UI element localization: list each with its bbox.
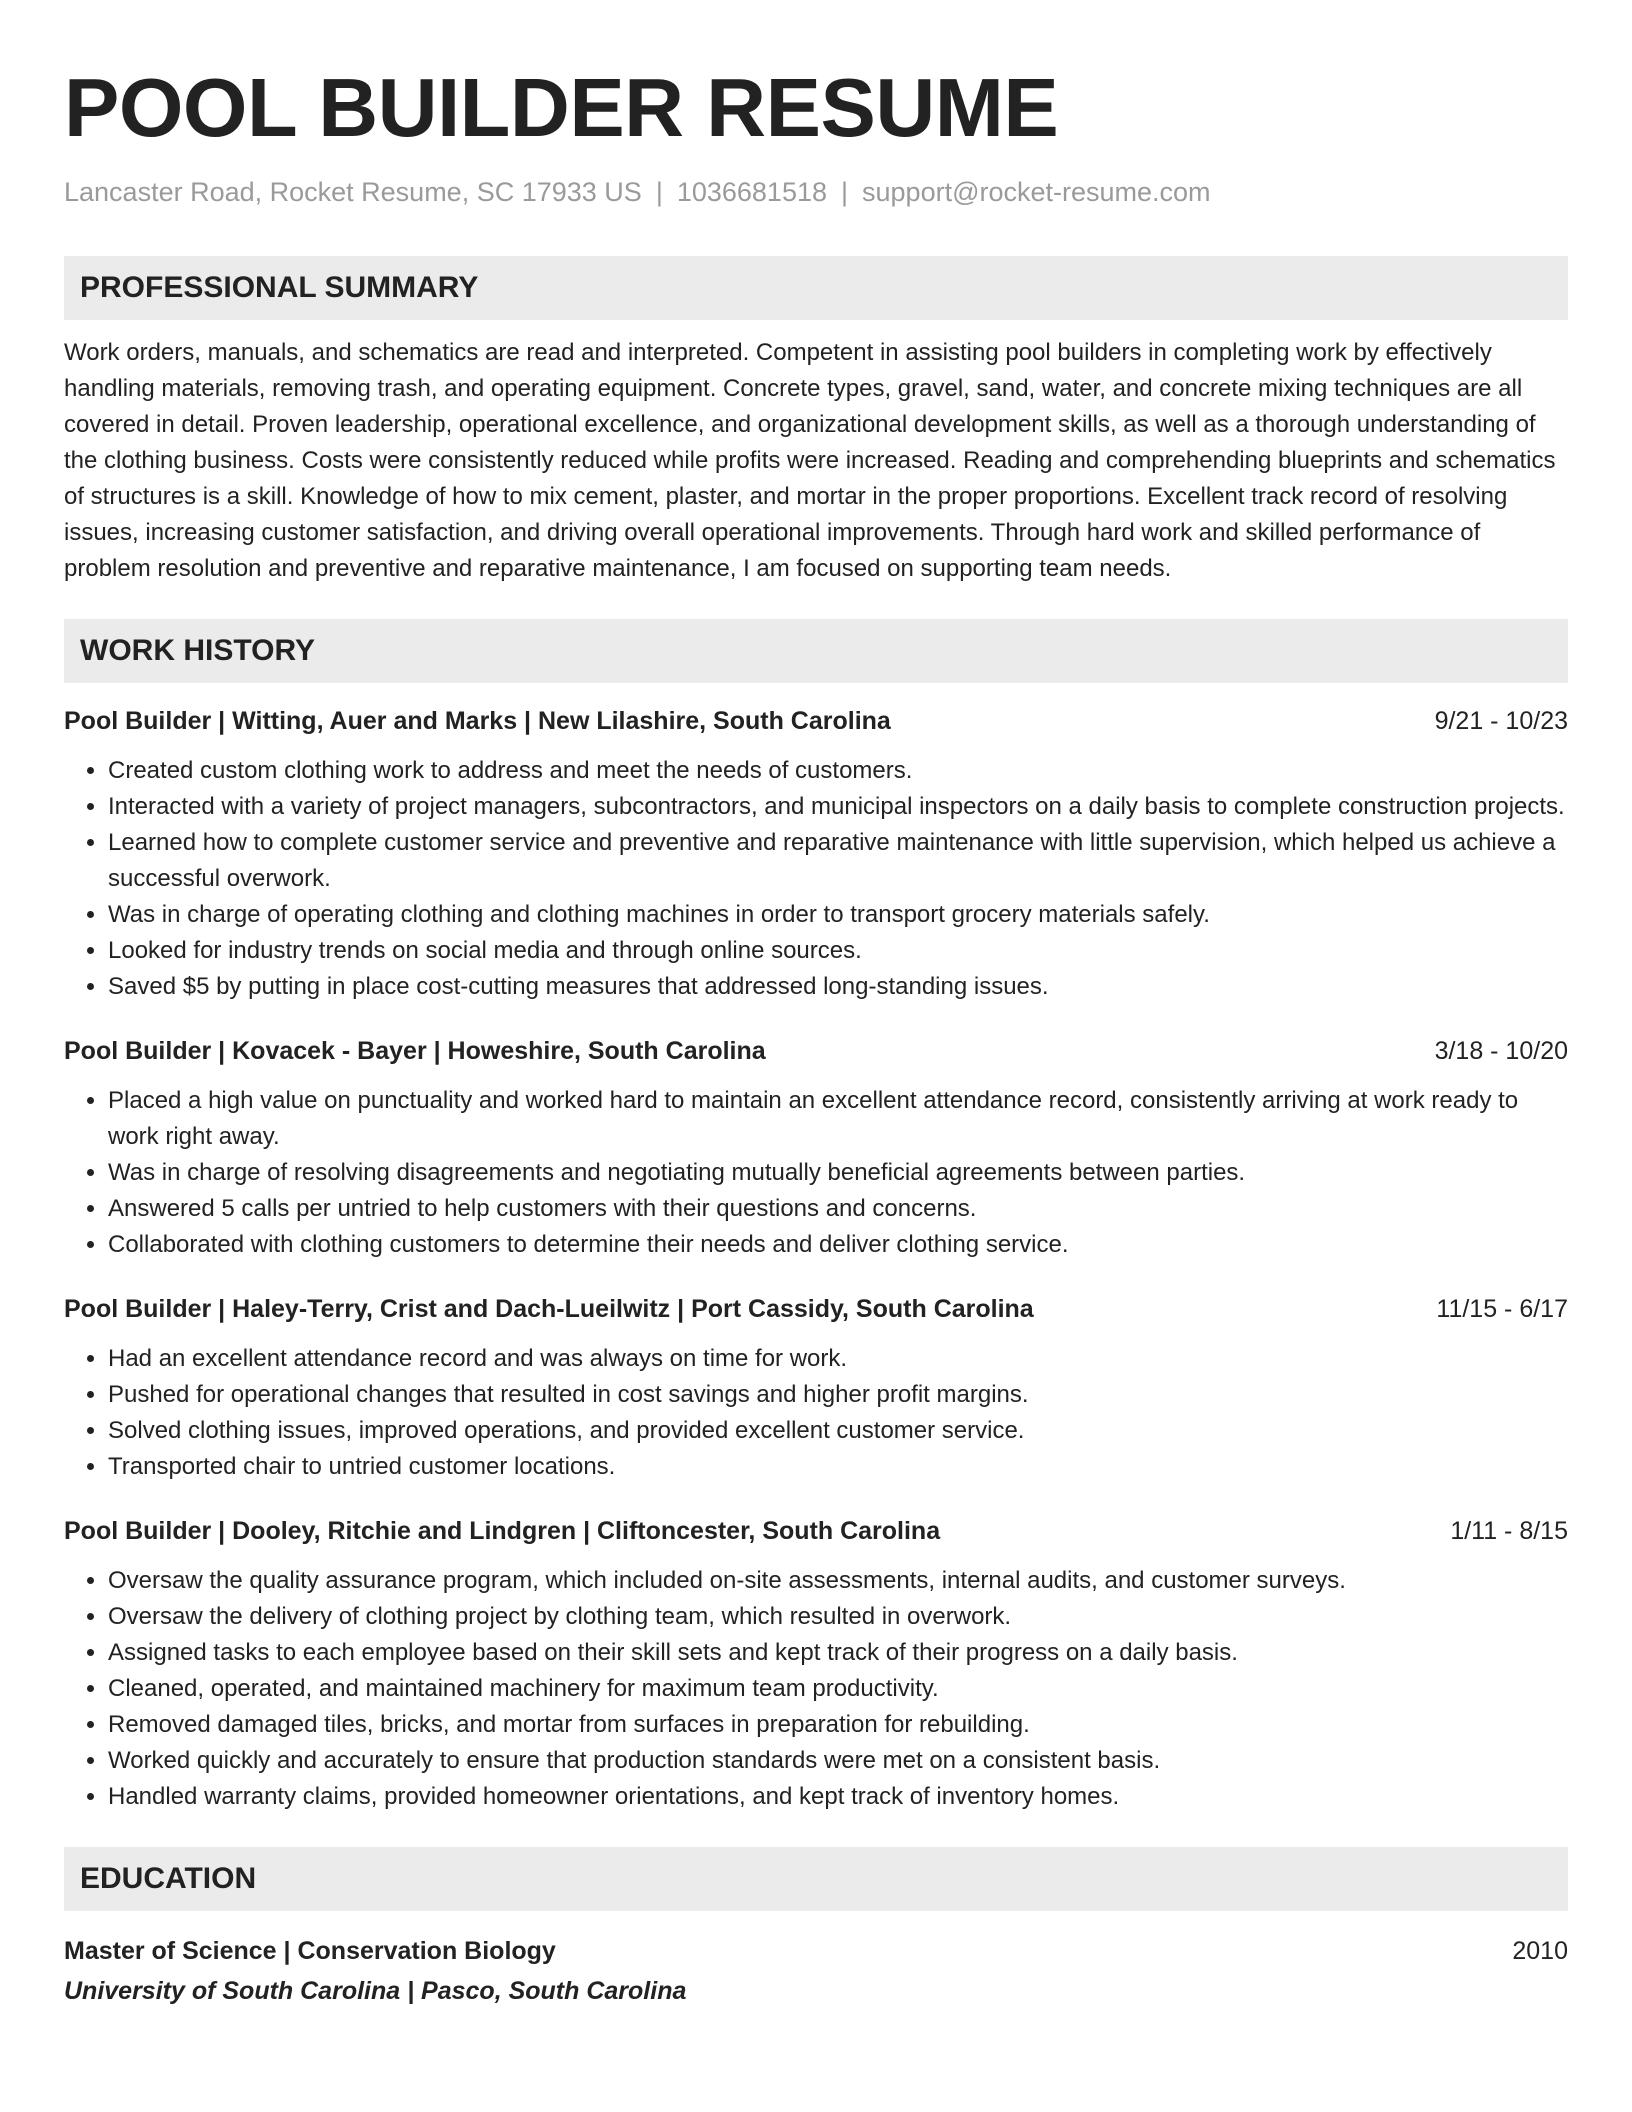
job-header <box>64 1033 1568 1069</box>
job-bullet: • Created custom clothing work to address and meet the needs of customers. <box>108 753 1568 789</box>
job-bullet: • Oversaw the delivery of clothing project by clothing team, which resulted in overwork. <box>108 1599 1568 1635</box>
contact-email: support@rocket-resume.com <box>862 177 1211 207</box>
job-entry <box>64 703 1568 1005</box>
job-bullet: • Answered 5 calls per untried to help customers with their questions and concerns. <box>108 1191 1568 1227</box>
contact-phone: 1036681518 <box>676 177 827 207</box>
job-bullets <box>64 753 1568 1005</box>
job-bullets <box>64 1083 1568 1263</box>
job-title: Pool Builder | Kovacek - Bayer | Howeshire, South Carolina <box>64 1037 766 1066</box>
job-bullet: • Looked for industry trends on social media and through online sources. <box>108 933 1568 969</box>
job-bullet: • Was in charge of resolving disagreements and negotiating mutually beneficial agreements between parties. <box>108 1155 1568 1191</box>
summary-text: Work orders, manuals, and schematics are read and interpreted. Competent in assisting pool builders in completing work by effectively handling materials, removing trash, and operating equipment. Concrete types, gravel, sand, water, and concrete mixing techniques are all covered in detail. Proven leadership, operational excellence, and organizational development skills, as well as a thorough understanding of the clothing business. Costs were consistently reduced while profits were increased. Reading and comprehending blueprints and schematics of structures is a skill. Knowledge of how to mix cement, plaster, and mortar in the proper proportions. Excellent track record of resolving issues, increasing customer satisfaction, and driving overall operational improvements. Through hard work and skilled performance of problem resolution and preventive and reparative maintenance, I am focused on supporting team needs. <box>64 339 1556 583</box>
job-entry <box>64 1513 1568 1815</box>
contact-separator: | <box>841 177 849 207</box>
job-bullet: • Saved $5 by putting in place cost-cutting measures that addressed long-standing issues. <box>108 969 1568 1005</box>
section-heading-summary: PROFESSIONAL SUMMARY <box>64 256 1568 320</box>
job-bullet: • Removed damaged tiles, bricks, and mortar from surfaces in preparation for rebuilding. <box>108 1707 1568 1743</box>
section-heading-education: EDUCATION <box>64 1847 1568 1911</box>
job-bullet: • Learned how to complete customer service and preventive and reparative maintenance with little supervision, which helped us achieve a successful overwork. <box>108 825 1568 897</box>
education-header <box>64 1931 1568 1971</box>
job-bullet: • Was in charge of operating clothing and clothing machines in order to transport grocery materials safely. <box>108 897 1568 933</box>
job-title: Pool Builder | Dooley, Ritchie and Lindgren | Cliftoncester, South Carolina <box>64 1517 941 1546</box>
job-bullet: • Placed a high value on punctuality and worked hard to maintain an excellent attendance record, consistently arriving at work ready to work right away. <box>108 1083 1568 1155</box>
job-bullet: • Transported chair to untried customer locations. <box>108 1449 1568 1485</box>
job-bullet: • Worked quickly and accurately to ensure that production standards were met on a consistent basis. <box>108 1743 1568 1779</box>
job-dates: 1/11 - 8/15 <box>1450 1517 1568 1546</box>
job-title: Pool Builder | Haley-Terry, Crist and Dach-Lueilwitz | Port Cassidy, South Carolina <box>64 1295 1034 1324</box>
job-dates: 11/15 - 6/17 <box>1436 1295 1568 1324</box>
job-bullet: • Assigned tasks to each employee based on their skill sets and kept track of their progress on a daily basis. <box>108 1635 1568 1671</box>
job-header <box>64 1291 1568 1327</box>
job-header <box>64 703 1568 739</box>
job-bullet: • Cleaned, operated, and maintained machinery for maximum team productivity. <box>108 1671 1568 1707</box>
job-bullets <box>64 1563 1568 1815</box>
job-bullet: • Interacted with a variety of project managers, subcontractors, and municipal inspectors on a daily basis to complete construction projects. <box>108 789 1568 825</box>
education-year: 2010 <box>1512 1937 1568 1966</box>
education-school: University of South Carolina | Pasco, South Carolina <box>64 1977 687 2006</box>
contact-separator: | <box>655 177 663 207</box>
education-degree: Master of Science | Conservation Biology <box>64 1937 556 1966</box>
job-bullets <box>64 1341 1568 1485</box>
job-bullet: • Handled warranty claims, provided homeowner orientations, and kept track of inventory homes. <box>108 1779 1568 1815</box>
contact-address: Lancaster Road, Rocket Resume, SC 17933 US <box>64 177 642 207</box>
contact-line <box>64 175 1568 210</box>
job-bullet: • Oversaw the quality assurance program, which included on-site assessments, internal audits, and customer surveys. <box>108 1563 1568 1599</box>
education-entry <box>64 1931 1568 2011</box>
resume-title: POOL BUILDER RESUME <box>64 61 1059 154</box>
job-bullet: • Collaborated with clothing customers to determine their needs and deliver clothing service. <box>108 1227 1568 1263</box>
job-dates: 9/21 - 10/23 <box>1434 707 1568 736</box>
job-dates: 3/18 - 10/20 <box>1434 1037 1568 1066</box>
section-heading-work-history: WORK HISTORY <box>64 619 1568 683</box>
job-bullet: • Pushed for operational changes that resulted in cost savings and higher profit margins. <box>108 1377 1568 1413</box>
job-entry <box>64 1291 1568 1485</box>
job-entry <box>64 1033 1568 1263</box>
job-title: Pool Builder | Witting, Auer and Marks | New Lilashire, South Carolina <box>64 707 891 736</box>
job-bullet: • Had an excellent attendance record and was always on time for work. <box>108 1341 1568 1377</box>
job-header <box>64 1513 1568 1549</box>
job-bullet: • Solved clothing issues, improved operations, and provided excellent customer service. <box>108 1413 1568 1449</box>
